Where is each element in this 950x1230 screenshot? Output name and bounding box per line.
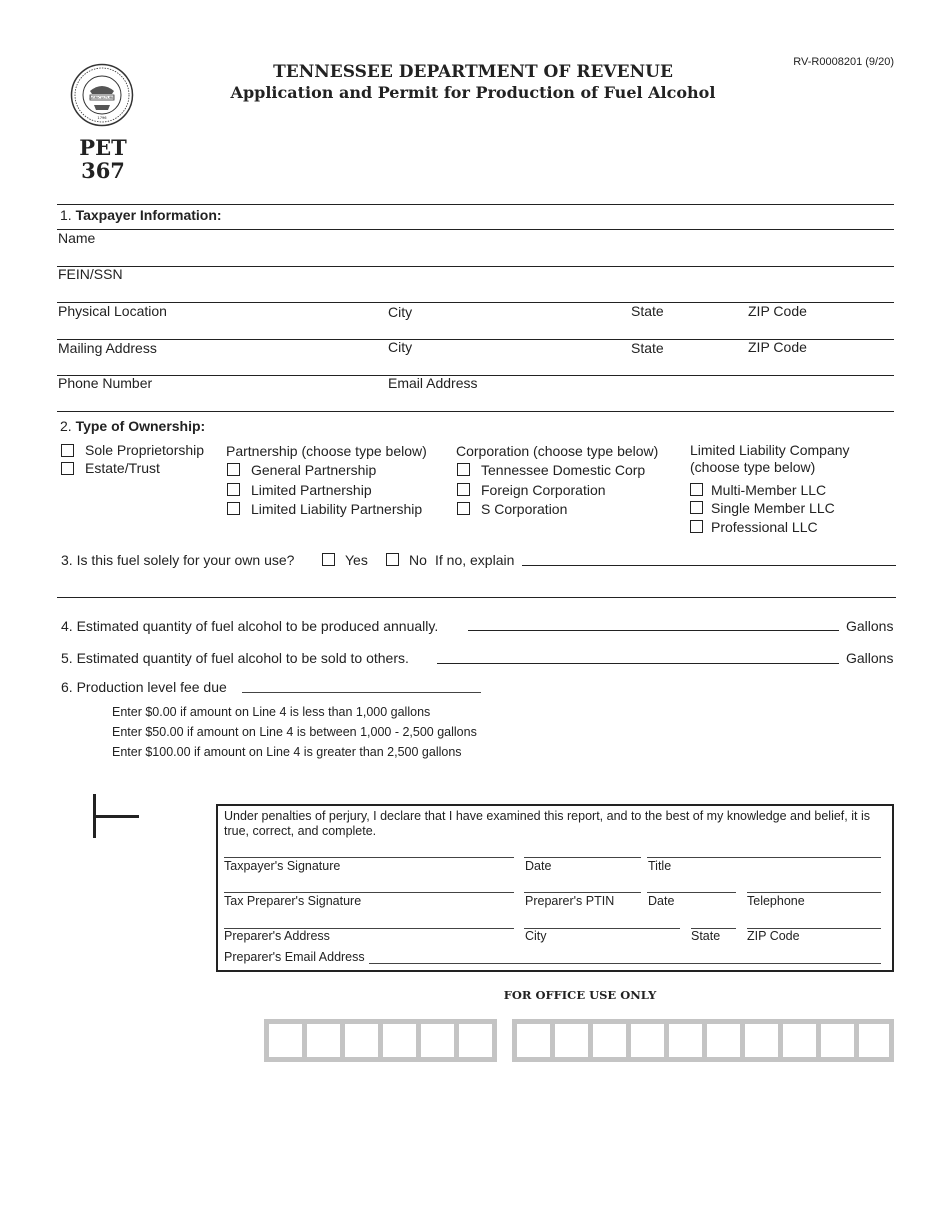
tn-domestic-corp-checkbox[interactable] xyxy=(457,463,470,476)
telephone-line[interactable] xyxy=(747,892,881,893)
physical-zip-field[interactable]: ZIP Code xyxy=(748,303,807,319)
divider xyxy=(57,411,894,412)
line6-label: 6. Production level fee due xyxy=(61,679,227,695)
ptin-line[interactable] xyxy=(524,892,641,893)
office-box xyxy=(459,1024,492,1057)
preparer-email-line[interactable] xyxy=(369,963,881,964)
explain-line-2[interactable] xyxy=(57,597,896,598)
office-box xyxy=(745,1024,778,1057)
section1-title: Taxpayer Information: xyxy=(75,207,222,223)
title-line[interactable] xyxy=(647,857,881,858)
mailing-city-field[interactable]: City xyxy=(388,339,413,355)
office-box xyxy=(383,1024,416,1057)
llc-subheading: (choose type below) xyxy=(690,459,816,475)
own-use-no-label: No xyxy=(409,552,427,568)
s-corp-checkbox[interactable] xyxy=(457,502,470,515)
divider xyxy=(57,204,894,205)
section2-title: Type of Ownership: xyxy=(75,418,206,434)
fee-note: Enter $0.00 if amount on Line 4 is less than 1,000 gallons xyxy=(112,705,431,719)
department-title: TENNESSEE DEPARTMENT OF REVENUE xyxy=(273,62,673,82)
office-use-label: FOR OFFICE USE ONLY xyxy=(503,988,657,1002)
office-code-left xyxy=(264,1019,497,1062)
preparer-zip-label: ZIP Code xyxy=(747,929,800,943)
name-field[interactable]: Name xyxy=(58,230,96,246)
preparer-address-label: Preparer's Address xyxy=(224,929,330,943)
preparer-city-label: City xyxy=(525,929,547,943)
office-box xyxy=(345,1024,378,1057)
line4-input[interactable] xyxy=(468,630,839,631)
s-corp-label: S Corporation xyxy=(481,501,568,517)
estate-trust-checkbox[interactable] xyxy=(61,462,74,475)
form-name-number: 367 xyxy=(81,158,125,183)
own-use-question: 3. Is this fuel solely for your own use? xyxy=(61,552,295,568)
estate-trust-label: Estate/Trust xyxy=(85,460,160,476)
office-box xyxy=(783,1024,816,1057)
title-label: Title xyxy=(648,859,672,873)
explain-label: If no, explain xyxy=(435,552,515,568)
form-title: Application and Permit for Production of Fuel Alcohol xyxy=(230,83,716,102)
explain-line[interactable] xyxy=(522,565,896,566)
own-use-no-checkbox[interactable] xyxy=(386,553,399,566)
general-partnership-label: General Partnership xyxy=(251,462,377,478)
preparer-city-line[interactable] xyxy=(524,928,680,929)
physical-city-field[interactable]: City xyxy=(388,304,413,320)
physical-location-field[interactable]: Physical Location xyxy=(58,303,167,319)
multi-member-llc-checkbox[interactable] xyxy=(690,483,703,496)
office-box xyxy=(421,1024,454,1057)
llc-heading: Limited Liability Company xyxy=(690,442,850,458)
fee-note: Enter $100.00 if amount on Line 4 is greater than 2,500 gallons xyxy=(112,745,462,759)
office-box xyxy=(821,1024,854,1057)
office-box xyxy=(307,1024,340,1057)
preparer-signature-label: Tax Preparer's Signature xyxy=(224,894,362,908)
office-code-right xyxy=(512,1019,894,1062)
state-seal xyxy=(70,63,134,127)
office-box xyxy=(631,1024,664,1057)
preparer-email-label: Preparer's Email Address xyxy=(224,950,365,964)
office-box xyxy=(269,1024,302,1057)
llp-checkbox[interactable] xyxy=(227,502,240,515)
limited-partnership-label: Limited Partnership xyxy=(251,482,372,498)
own-use-yes-label: Yes xyxy=(345,552,368,568)
preparer-signature-line[interactable] xyxy=(224,892,514,893)
signature-line[interactable] xyxy=(224,857,514,858)
foreign-corp-checkbox[interactable] xyxy=(457,483,470,496)
svg-text:AGRICULTURE: AGRICULTURE xyxy=(89,96,115,100)
physical-state-field[interactable]: State xyxy=(631,303,664,319)
divider xyxy=(57,229,894,230)
line4-label: 4. Estimated quantity of fuel alcohol to be produced annually. xyxy=(61,618,439,634)
form-id: RV-R0008201 (9/20) xyxy=(793,56,894,68)
own-use-yes-checkbox[interactable] xyxy=(322,553,335,566)
partnership-heading: Partnership (choose type below) xyxy=(226,443,427,459)
professional-llc-label: Professional LLC xyxy=(711,519,818,535)
sole-proprietorship-label: Sole Proprietorship xyxy=(85,442,205,458)
office-box xyxy=(859,1024,889,1057)
single-member-llc-checkbox[interactable] xyxy=(690,501,703,514)
office-box xyxy=(593,1024,626,1057)
single-member-llc-label: Single Member LLC xyxy=(711,500,835,516)
divider xyxy=(57,266,894,267)
seal-icon xyxy=(70,63,134,127)
line5-input[interactable] xyxy=(437,663,839,664)
form-name-pet: PET xyxy=(79,135,127,160)
fein-field[interactable]: FEIN/SSN xyxy=(58,266,123,282)
line5-label: 5. Estimated quantity of fuel alcohol to be sold to others. xyxy=(61,650,409,666)
section1-number: 1. xyxy=(60,207,72,223)
section2-number: 2. xyxy=(60,418,72,434)
office-box xyxy=(707,1024,740,1057)
llp-label: Limited Liability Partnership xyxy=(251,501,423,517)
corporation-heading: Corporation (choose type below) xyxy=(456,443,659,459)
preparer-date-line[interactable] xyxy=(647,892,736,893)
preparer-state-label: State xyxy=(691,929,721,943)
declaration-text: Under penalties of perjury, I declare that I have examined this report, and to the best of my knowledge and belief, it is true, correct, and complete. xyxy=(224,809,870,838)
date-line[interactable] xyxy=(524,857,641,858)
corner-mark xyxy=(93,815,139,818)
date-label: Date xyxy=(525,859,552,873)
taxpayer-signature-label: Taxpayer's Signature xyxy=(224,859,341,873)
email-field[interactable]: Email Address xyxy=(388,375,478,391)
mailing-address-field[interactable]: Mailing Address xyxy=(58,340,157,356)
fee-note: Enter $50.00 if amount on Line 4 is between 1,000 - 2,500 gallons xyxy=(112,725,477,739)
general-partnership-checkbox[interactable] xyxy=(227,463,240,476)
mailing-state-field[interactable]: State xyxy=(631,340,664,356)
foreign-corp-label: Foreign Corporation xyxy=(481,482,606,498)
office-box xyxy=(555,1024,588,1057)
line4-unit: Gallons xyxy=(846,618,894,634)
line6-input[interactable] xyxy=(242,692,481,693)
office-box xyxy=(517,1024,550,1057)
line5-unit: Gallons xyxy=(846,650,894,666)
ptin-label: Preparer's PTIN xyxy=(525,894,615,908)
office-box xyxy=(669,1024,702,1057)
limited-partnership-checkbox[interactable] xyxy=(227,483,240,496)
multi-member-llc-label: Multi-Member LLC xyxy=(711,482,827,498)
professional-llc-checkbox[interactable] xyxy=(690,520,703,533)
preparer-date-label: Date xyxy=(648,894,675,908)
mailing-zip-field[interactable]: ZIP Code xyxy=(748,339,807,355)
telephone-label: Telephone xyxy=(747,894,805,908)
tn-domestic-corp-label: Tennessee Domestic Corp xyxy=(481,462,646,478)
svg-text:1796: 1796 xyxy=(97,116,107,120)
phone-field[interactable]: Phone Number xyxy=(58,375,153,391)
sole-proprietorship-checkbox[interactable] xyxy=(61,444,74,457)
